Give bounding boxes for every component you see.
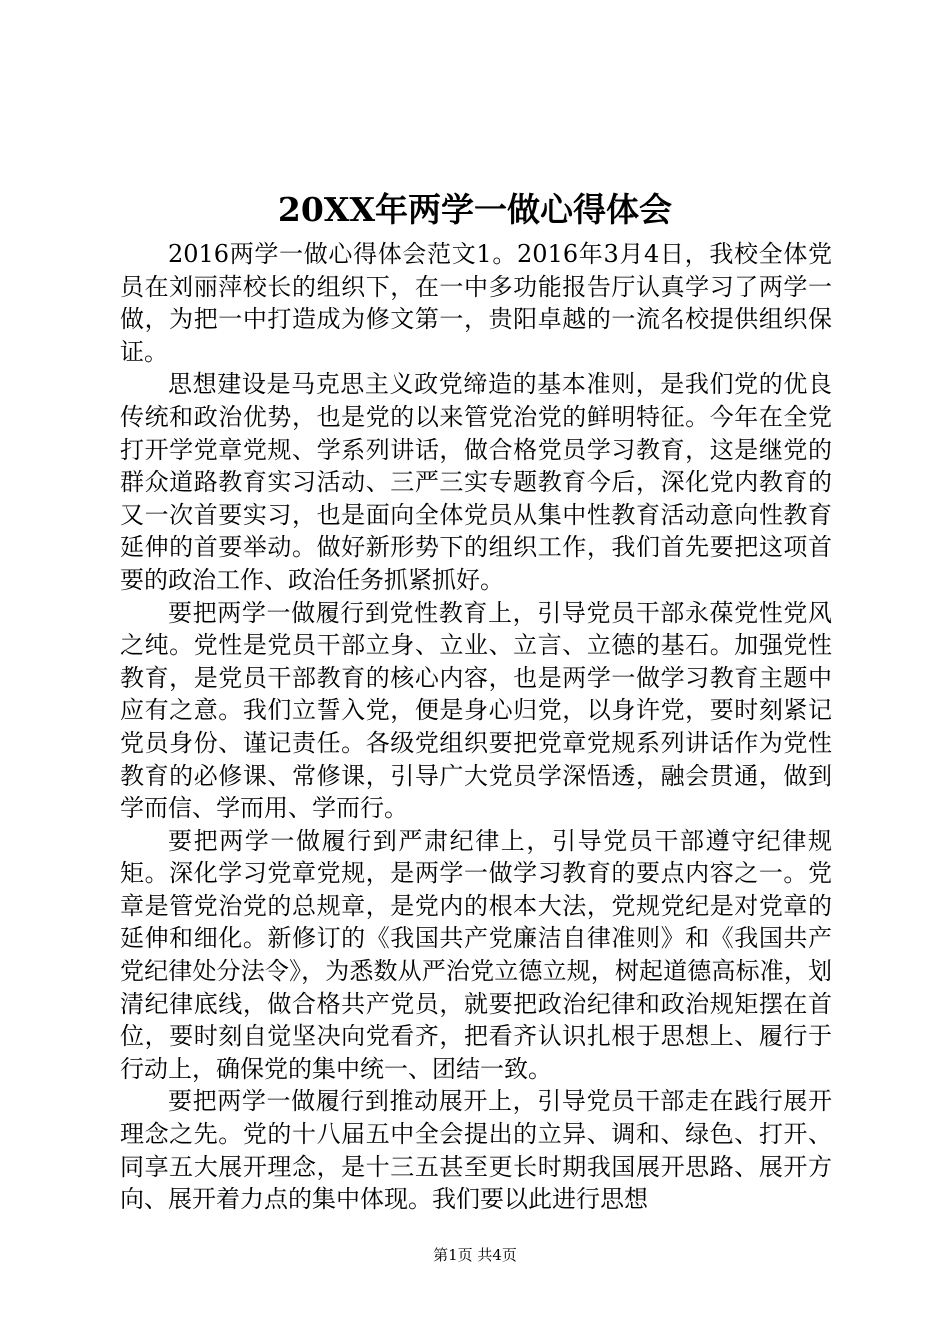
document-title: 20XX年两学一做心得体会 (277, 190, 673, 229)
paragraph-1: 2016两学一做心得体会范文1。2016年3月4日，我校全体党员在刘丽萍校长的组织下，在一中多功能报告厅认真学习了两学一做，为把一中打造成为修文第一，贵阳卓越的一流名校提供组织保证。 (120, 240, 832, 366)
page-footer (0, 1245, 950, 1265)
paragraph-2: 思想建设是马克思主义政党缔造的基本准则，是我们党的优良传统和政治优势，也是党的以来管党治党的鲜明特征。今年在全党打开学党章党规、学系列讲话，做合格党员学习教育，这是继党的群众道路教育实习活动、三严三实专题教育今后，深化党内教育的又一次首要实习，也是面向全体党员从集中性教育活动意向性教育延伸的首要举动。做好新形势下的组织工作，我们首先要把这项首要的政治工作、政治任务抓紧抓好。 (120, 370, 832, 594)
paragraph-4: 要把两学一做履行到严肃纪律上，引导党员干部遵守纪律规矩。深化学习党章党规，是两学一做学习教育的要点内容之一。党章是管党治党的总规章，是党内的根本大法，党规党纪是对党章的延伸和细化。新修订的《我国共产党廉洁自律准则》和《我国共产党纪律处分法令》，为悉数从严治党立德立规，树起道德高标准，划清纪律底线，做合格共产党员，就要把政治纪律和政治规矩摆在首位，要时刻自觉坚决向党看齐，把看齐认识扎根于思想上、履行于行动上，确保党的集中统一、团结一致。 (120, 826, 832, 1083)
paragraph-5: 要把两学一做履行到推动展开上，引导党员干部走在践行展开理念之先。党的十八届五中全会提出的立异、调和、绿色、打开、同享五大展开理念，是十三五甚至更长时期我国展开思路、展开方向、展开着力点的集中体现。我们要以此进行思想 (120, 1087, 832, 1214)
page-number-indicator: 第1页 共4页 (433, 1246, 517, 1264)
paragraph-3: 要把两学一做履行到党性教育上，引导党员干部永葆党性党风之纯。党性是党员干部立身、立业、立言、立德的基石。加强党性教育，是党员干部教育的核心内容，也是两学一做学习教育主题中应有之意。我们立誓入党，便是身心归党，以身许党，要时刻紧记党员身份、谨记责任。各级党组织要把党章党规系列讲话作为党性教育的必修课、常修课，引导广大党员学深悟透，融会贯通，做到学而信、学而用、学而行。 (120, 598, 832, 823)
document-body (120, 238, 832, 1216)
